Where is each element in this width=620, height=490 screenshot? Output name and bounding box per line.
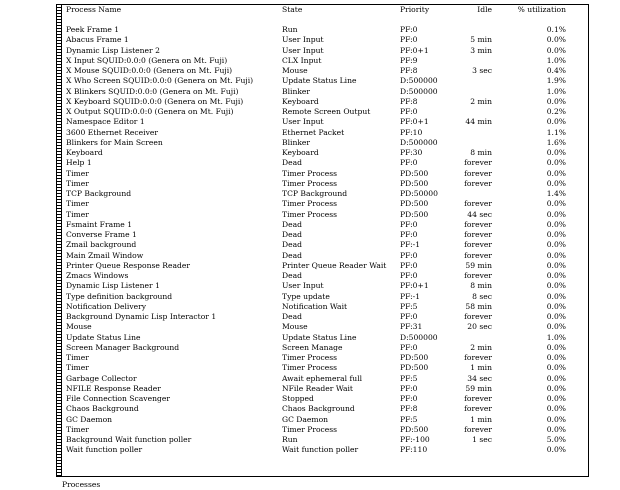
- process-idle: 2 min: [470, 96, 492, 106]
- process-idle: 1 min: [470, 414, 492, 424]
- process-state: Timer Process: [282, 199, 338, 209]
- process-priority: PF:0: [400, 383, 418, 393]
- process-utilization: 0.0%: [546, 168, 566, 178]
- process-idle: 8 min: [470, 281, 492, 291]
- process-state: Blinker: [282, 86, 311, 96]
- process-state: User Input: [282, 281, 324, 291]
- process-priority: PF:0: [400, 260, 418, 270]
- process-state: Dead: [282, 250, 302, 260]
- process-state: NFile Reader Wait: [282, 383, 353, 393]
- process-utilization: 0.0%: [546, 45, 566, 55]
- process-priority: PD:500: [400, 168, 429, 178]
- process-priority: PF:0: [400, 312, 418, 321]
- process-utilization: 0.0%: [546, 404, 566, 414]
- process-name: Type definition background: [66, 291, 173, 301]
- process-priority: D:500000: [400, 332, 438, 342]
- process-priority: PF:0: [400, 25, 418, 34]
- process-state: Dead: [282, 219, 302, 229]
- process-priority: PF:0+1: [400, 45, 429, 55]
- process-priority: PF:8: [400, 66, 418, 75]
- process-name: X Keyboard SQUID:0.0:0 (Genera on Mt. Fuji): [66, 96, 244, 106]
- process-utilization: 0.0%: [546, 35, 566, 45]
- process-priority: PF:8: [400, 404, 418, 414]
- process-utilization: 0.4%: [546, 66, 566, 75]
- process-idle: forever: [464, 312, 492, 321]
- process-name: 3600 Ethernet Receiver: [66, 127, 159, 137]
- process-utilization: 0.0%: [546, 383, 566, 393]
- process-state: Dead: [282, 240, 302, 250]
- process-name: Timer: [66, 209, 89, 219]
- process-utilization: 1.0%: [546, 55, 566, 65]
- process-priority: PF:0+1: [400, 281, 429, 291]
- process-name: X Output SQUID:0.0:0 (Genera on Mt. Fuji): [66, 107, 234, 116]
- column-header-name[interactable]: Process Name: [66, 5, 122, 14]
- process-idle: forever: [464, 178, 492, 188]
- process-idle: 3 min: [470, 45, 492, 55]
- process-name: Printer Queue Response Reader: [66, 260, 191, 270]
- process-state: Update Status Line: [282, 76, 357, 86]
- process-priority: PD:500: [400, 424, 429, 434]
- process-utilization: 1.0%: [546, 86, 566, 96]
- process-priority: PF:5: [400, 373, 418, 383]
- process-state: Printer Queue Reader Wait: [282, 260, 387, 270]
- process-priority: PF:110: [400, 445, 428, 455]
- process-priority: D:500000: [400, 86, 438, 96]
- process-name: Chaos Background: [66, 404, 139, 414]
- process-state: CLX Input: [282, 55, 322, 65]
- process-idle: 8 sec: [472, 291, 492, 301]
- process-name: Mouse: [66, 322, 92, 332]
- process-utilization: 0.0%: [546, 96, 566, 106]
- process-priority: PF:31: [400, 322, 423, 332]
- process-idle: forever: [464, 271, 492, 280]
- process-state: Chaos Background: [282, 404, 355, 414]
- process-name: Zmail background: [66, 240, 137, 250]
- process-utilization: 0.0%: [546, 445, 566, 455]
- process-priority: PF:0: [400, 342, 418, 352]
- process-priority: PD:500: [400, 209, 429, 219]
- process-name: Main Zmail Window: [66, 250, 144, 260]
- process-utilization: 1.1%: [546, 127, 566, 137]
- process-state: Timer Process: [282, 178, 338, 188]
- process-state: Notification Wait: [282, 301, 348, 311]
- process-state: Timer Process: [282, 168, 338, 178]
- process-priority: PF:-100: [400, 435, 430, 444]
- pane-label: Processes: [62, 480, 101, 489]
- process-name: Background Wait function poller: [66, 435, 192, 444]
- process-state: Type update: [282, 291, 330, 301]
- process-state: Timer Process: [282, 209, 338, 219]
- process-state: Mouse: [282, 322, 308, 332]
- process-utilization: 0.0%: [546, 260, 566, 270]
- process-state: Run: [282, 435, 298, 444]
- process-state: Screen Manage: [282, 342, 343, 352]
- process-priority: PD:500: [400, 353, 429, 362]
- process-priority: PF:0: [400, 394, 418, 403]
- column-header-state[interactable]: State: [282, 5, 303, 14]
- process-state: User Input: [282, 117, 324, 127]
- process-name: TCP Background: [66, 189, 132, 198]
- process-state: Update Status Line: [282, 332, 357, 342]
- process-name: X Blinkers SQUID:0.0:0 (Genera on Mt. Fuji): [66, 86, 239, 96]
- process-utilization: 0.1%: [546, 25, 566, 34]
- process-name: Converse Frame 1: [66, 230, 137, 239]
- process-state: Timer Process: [282, 353, 338, 362]
- process-name: Timer: [66, 199, 89, 209]
- process-idle: forever: [464, 168, 492, 178]
- process-idle: 2 min: [470, 342, 492, 352]
- process-utilization: 0.0%: [546, 322, 566, 332]
- process-state: Dead: [282, 230, 302, 239]
- process-utilization: 0.0%: [546, 250, 566, 260]
- process-name: NFILE Response Reader: [66, 383, 161, 393]
- process-idle: forever: [464, 404, 492, 414]
- process-idle: forever: [464, 199, 492, 209]
- process-name: X Who Screen SQUID:0.0:0 (Genera on Mt. Fuji): [66, 76, 254, 86]
- process-idle: forever: [464, 240, 492, 250]
- process-list-pane: [62, 4, 589, 477]
- process-state: User Input: [282, 45, 324, 55]
- process-name: Timer: [66, 424, 89, 434]
- process-name: Zmacs Windows: [66, 271, 129, 280]
- process-utilization: 0.0%: [546, 281, 566, 291]
- process-idle: 58 min: [465, 301, 492, 311]
- process-utilization: 0.0%: [546, 414, 566, 424]
- process-utilization: 0.0%: [546, 271, 566, 280]
- process-name: GC Daemon: [66, 414, 113, 424]
- process-state: Dead: [282, 312, 302, 321]
- process-name: Dynamic Lisp Listener 2: [66, 45, 160, 55]
- process-utilization: 0.0%: [546, 117, 566, 127]
- process-idle: forever: [464, 250, 492, 260]
- process-utilization: 0.0%: [546, 230, 566, 239]
- process-priority: D:500000: [400, 137, 438, 147]
- process-state: TCP Background: [282, 189, 348, 198]
- process-priority: PF:10: [400, 127, 423, 137]
- process-state: Remote Screen Output: [282, 107, 371, 116]
- process-idle: 34 sec: [467, 373, 492, 383]
- process-utilization: 0.0%: [546, 219, 566, 229]
- process-name: Update Status Line: [66, 332, 141, 342]
- process-priority: PF:30: [400, 148, 423, 157]
- process-state: Keyboard: [282, 96, 319, 106]
- process-name: Help 1: [66, 158, 92, 168]
- process-state: Stopped: [282, 394, 314, 403]
- process-idle: 44 min: [465, 117, 492, 127]
- process-priority: PF:0: [400, 35, 418, 45]
- process-idle: 5 min: [470, 35, 492, 45]
- process-name: Background Dynamic Lisp Interactor 1: [66, 312, 217, 321]
- process-name: Blinkers for Main Screen: [66, 137, 163, 147]
- process-idle: 20 sec: [467, 322, 492, 332]
- process-utilization: 0.0%: [546, 291, 566, 301]
- process-priority: PD:500: [400, 199, 429, 209]
- process-utilization: 0.0%: [546, 363, 566, 373]
- process-utilization: 0.0%: [546, 424, 566, 434]
- process-utilization: 0.0%: [546, 394, 566, 403]
- process-idle: forever: [464, 230, 492, 239]
- process-utilization: 0.0%: [546, 240, 566, 250]
- process-idle: 3 sec: [472, 66, 492, 75]
- process-priority: PF:0: [400, 219, 418, 229]
- process-state: Timer Process: [282, 363, 338, 373]
- process-name: Keyboard: [66, 148, 103, 157]
- process-idle: 8 min: [470, 148, 492, 157]
- process-utilization: 1.9%: [546, 76, 566, 86]
- process-name: Peek Frame 1: [66, 25, 120, 34]
- process-priority: PD:500: [400, 363, 429, 373]
- process-state: Mouse: [282, 66, 308, 75]
- process-idle: forever: [464, 394, 492, 403]
- process-name: Timer: [66, 353, 89, 362]
- process-priority: PF:5: [400, 414, 418, 424]
- process-utilization: 0.0%: [546, 353, 566, 362]
- process-name: File Connection Scavenger: [66, 394, 170, 403]
- process-utilization: 0.0%: [546, 342, 566, 352]
- process-priority: PF:0+1: [400, 117, 429, 127]
- process-name: Dynamic Lisp Listener 1: [66, 281, 160, 291]
- process-utilization: 0.2%: [546, 107, 566, 116]
- process-name: Timer: [66, 363, 89, 373]
- process-name: Timer: [66, 178, 89, 188]
- column-header-priority[interactable]: Priority: [400, 5, 430, 14]
- process-utilization: 0.0%: [546, 178, 566, 188]
- process-name: X Mouse SQUID:0.0:0 (Genera on Mt. Fuji): [66, 66, 233, 75]
- column-header-utilization[interactable]: % utilization: [517, 5, 566, 14]
- process-utilization: 0.0%: [546, 373, 566, 383]
- process-name: Abacus Frame 1: [66, 35, 129, 45]
- process-state: Keyboard: [282, 148, 319, 157]
- process-priority: PD:50000: [400, 189, 438, 198]
- process-utilization: 0.0%: [546, 209, 566, 219]
- process-utilization: 0.0%: [546, 148, 566, 157]
- process-priority: PF:-1: [400, 240, 421, 250]
- process-name: Fsmaint Frame 1: [66, 219, 133, 229]
- process-name: Notification Delivery: [66, 301, 147, 311]
- process-idle: forever: [464, 158, 492, 168]
- process-state: Dead: [282, 158, 302, 168]
- process-priority: PF:0: [400, 230, 418, 239]
- process-name: X Input SQUID:0.0:0 (Genera on Mt. Fuji): [66, 55, 228, 65]
- process-utilization: 5.0%: [546, 435, 566, 444]
- process-idle: 59 min: [465, 383, 492, 393]
- process-priority: D:500000: [400, 76, 438, 86]
- column-header-idle[interactable]: Idle: [477, 5, 492, 14]
- process-name: Timer: [66, 168, 89, 178]
- process-state: Wait function poller: [282, 445, 359, 455]
- process-utilization: 0.0%: [546, 301, 566, 311]
- process-state: User Input: [282, 35, 324, 45]
- process-idle: forever: [464, 219, 492, 229]
- process-state: Ethernet Packet: [282, 127, 345, 137]
- process-priority: PF:0: [400, 271, 418, 280]
- process-idle: forever: [464, 424, 492, 434]
- process-state: Blinker: [282, 137, 311, 147]
- process-name: Screen Manager Background: [66, 342, 180, 352]
- process-priority: PF:-1: [400, 291, 421, 301]
- process-idle: 1 min: [470, 363, 492, 373]
- scroll-thumb[interactable]: [57, 5, 61, 476]
- process-utilization: 0.0%: [546, 158, 566, 168]
- process-priority: PF:0: [400, 158, 418, 168]
- process-state: Dead: [282, 271, 302, 280]
- process-state: Await ephemeral full: [282, 373, 363, 383]
- process-priority: PD:500: [400, 178, 429, 188]
- process-priority: PF:0: [400, 107, 418, 116]
- process-priority: PF:8: [400, 96, 418, 106]
- process-name: Namespace Editor 1: [66, 117, 145, 127]
- process-idle: forever: [464, 353, 492, 362]
- process-utilization: 1.6%: [546, 137, 566, 147]
- process-idle: 44 sec: [467, 209, 492, 219]
- process-utilization: 1.4%: [546, 189, 566, 198]
- process-priority: PF:0: [400, 250, 418, 260]
- process-state: Run: [282, 25, 298, 34]
- process-priority: PF:9: [400, 55, 418, 65]
- process-name: Garbage Collector: [66, 373, 137, 383]
- process-name: Wait function poller: [66, 445, 143, 455]
- process-utilization: 0.0%: [546, 199, 566, 209]
- process-state: GC Daemon: [282, 414, 329, 424]
- process-utilization: 0.0%: [546, 312, 566, 321]
- process-state: Timer Process: [282, 424, 338, 434]
- process-idle: 59 min: [465, 260, 492, 270]
- process-priority: PF:5: [400, 301, 418, 311]
- process-idle: 1 sec: [472, 435, 492, 444]
- process-utilization: 1.0%: [546, 332, 566, 342]
